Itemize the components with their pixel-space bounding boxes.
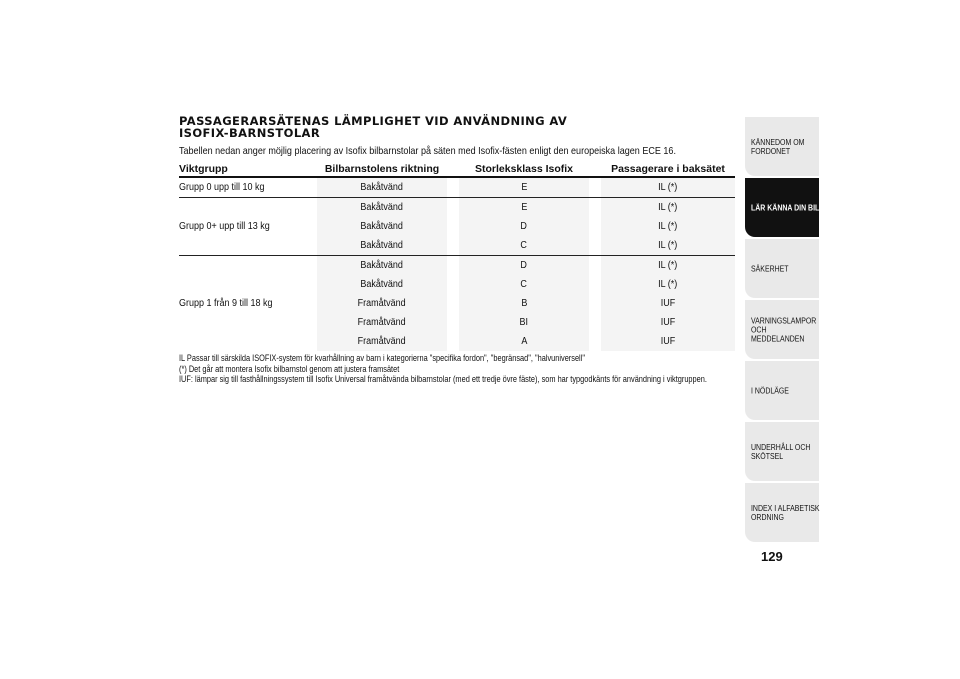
page-number: 129	[761, 549, 783, 564]
intro-text: Tabellen nedan anger möjlig placering av Isofix bilbarnstolar på säten med Isofix-fästen enligt den europeiska lagen ECE 16.	[179, 145, 676, 157]
direction-cell: Bakåtvänd	[317, 275, 447, 294]
tab-underhall-och-skotsel[interactable]	[745, 422, 819, 481]
tab-i-nodlage[interactable]	[745, 361, 819, 420]
heading-line-1: PASSAGERARSÄTENAS LÄMPLIGHET VID ANVÄNDNING AV	[179, 114, 568, 128]
tab-varningslampor[interactable]	[745, 300, 819, 359]
direction-cell: Framåtvänd	[317, 313, 447, 332]
heading-line-2: ISOFIX-BARNSTOLAR	[179, 126, 321, 140]
tab-label: I NÖDLÄGE	[751, 385, 789, 395]
size-class-cell: A	[459, 332, 589, 351]
col-header-storleksklass: Storleksklass Isofix	[459, 161, 589, 178]
tab-label: KÄNNEDOM OM FORDONET	[751, 136, 805, 156]
weight-group-cell: Grupp 0+ upp till 13 kg	[179, 198, 317, 256]
table-row	[179, 178, 735, 198]
rear-passenger-cell: IL (*)	[601, 275, 735, 294]
size-class-cell: C	[459, 236, 589, 256]
isofix-table	[179, 161, 735, 351]
rear-passenger-cell: IL (*)	[601, 256, 735, 275]
footnotes	[179, 353, 707, 385]
size-class-cell: BI	[459, 313, 589, 332]
direction-cell: Framåtvänd	[317, 294, 447, 313]
rear-passenger-cell: IL (*)	[601, 217, 735, 236]
chapter-tabs	[745, 117, 819, 544]
table-row	[179, 256, 735, 275]
direction-cell: Bakåtvänd	[317, 217, 447, 236]
direction-cell: Bakåtvänd	[317, 256, 447, 275]
weight-group-cell: Grupp 0 upp till 10 kg	[179, 178, 317, 198]
tab-label: UNDERHÅLL OCH SKÖTSEL	[751, 441, 811, 461]
rear-passenger-cell: IUF	[601, 313, 735, 332]
direction-cell: Bakåtvänd	[317, 178, 447, 198]
size-class-cell: B	[459, 294, 589, 313]
tab-sakerhet[interactable]	[745, 239, 819, 298]
size-class-cell: E	[459, 178, 589, 198]
tab-kannedom-om-fordonet[interactable]	[745, 117, 819, 176]
rear-passenger-cell: IUF	[601, 294, 735, 313]
size-class-cell: D	[459, 256, 589, 275]
rear-passenger-cell: IL (*)	[601, 198, 735, 217]
rear-passenger-cell: IL (*)	[601, 178, 735, 198]
size-class-cell: E	[459, 198, 589, 217]
tab-label: VARNINGSLAMPOR OCH MEDDELANDEN	[751, 315, 817, 343]
footnote-iuf: IUF: lämpar sig till fasthållningssystem till Isofix Universal framåtvända bilbarnstolar (med ett tredje övre fäste), som har typgodkänts för användning i viktgruppen.	[179, 374, 707, 384]
tab-label: INDEX I ALFABETISK ORDNING	[751, 502, 820, 522]
direction-cell: Framåtvänd	[317, 332, 447, 351]
section-heading	[179, 115, 739, 139]
tab-lar-kanna-din-bil[interactable]	[745, 178, 819, 237]
rear-passenger-cell: IL (*)	[601, 236, 735, 256]
footnote-il: IL Passar till särskilda ISOFIX-system för kvarhållning av barn i kategorierna "specifika fordon", "begränsad", "halvuniversell"	[179, 353, 585, 363]
col-header-viktgrupp: Viktgrupp	[179, 161, 317, 178]
rear-passenger-cell: IUF	[601, 332, 735, 351]
tab-index[interactable]	[745, 483, 819, 542]
size-class-cell: D	[459, 217, 589, 236]
direction-cell: Bakåtvänd	[317, 236, 447, 256]
table-row	[179, 198, 735, 217]
table-header-row	[179, 161, 735, 178]
col-header-riktning: Bilbarnstolens riktning	[317, 161, 447, 178]
tab-label: LÄR KÄNNA DIN BIL	[751, 202, 820, 212]
size-class-cell: C	[459, 275, 589, 294]
col-header-passagerare: Passagerare i baksätet	[601, 161, 735, 178]
footnote-asterisk: (*) Det går att montera Isofix bilbarnstol genom att justera framsätet	[179, 363, 400, 374]
direction-cell: Bakåtvänd	[317, 198, 447, 217]
tab-label: SÄKERHET	[751, 263, 789, 273]
weight-group-cell: Grupp 1 från 9 till 18 kg	[179, 256, 317, 351]
